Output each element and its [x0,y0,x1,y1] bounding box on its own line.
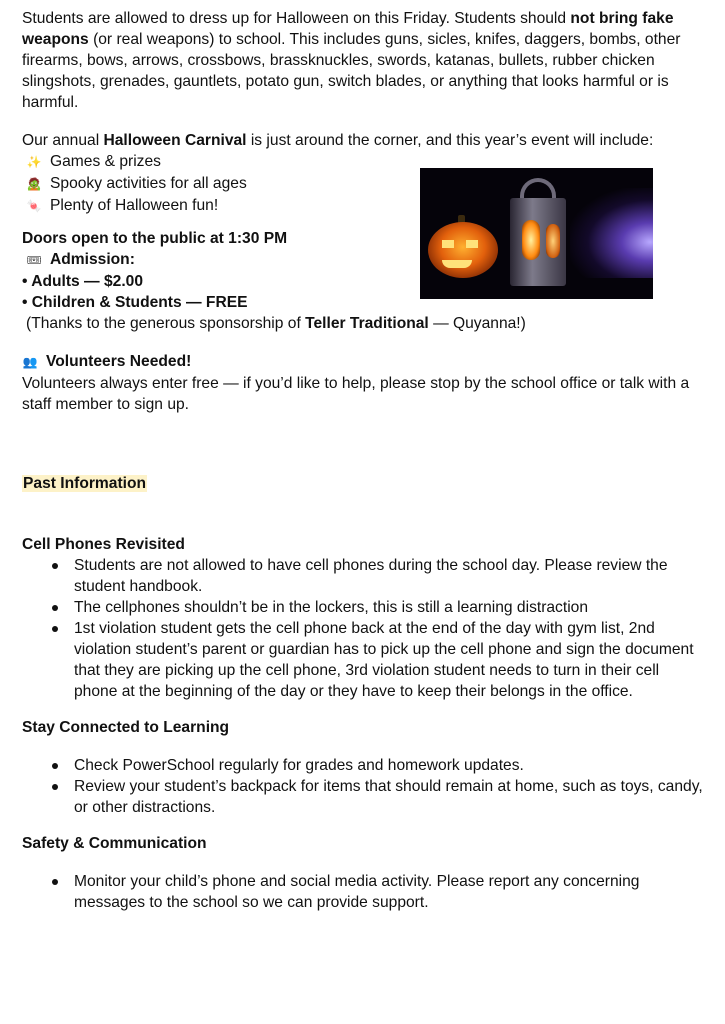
section-title-stay-connected: Stay Connected to Learning [22,719,230,736]
weapons-list-text: (or real weapons) to school. This includes guns, sicles, knifes, daggers, bombs, other firearms, bows, arrows, crossbows, brassknuckles, swords, katanas, bullets, rubber chicken slingshots, grenades, gauntlets, potato gun, switch blades, or anything that looks harmful or is harmful. [22,31,681,111]
lantern-light [522,220,540,260]
children-price: • Children & Students — FREE [22,294,248,311]
sparkles-icon: ✨ [26,155,42,169]
lantern-handle [520,178,556,200]
carnival-item: 🍬 Plenty of Halloween fun! [22,195,703,217]
list-item: Check PowerSchool regularly for grades and homework updates. [22,755,703,776]
past-information-heading [22,473,703,494]
doors-open-time: Doors open to the public at 1:30 PM [22,230,288,247]
lantern-light [546,224,560,258]
cell-phones-list [22,555,703,702]
pumpkin-eye [442,240,454,248]
carnival-name: Halloween Carnival [103,132,247,149]
zombie-icon: 🧟 [26,177,42,191]
adult-price: • Adults — $2.00 [22,273,144,290]
dress-up-text: Students are allowed to dress up for Halloween on this Friday. Students should [22,10,571,27]
list-item: Students are not allowed to have cell phones during the school day. Please review the student handbook. [22,555,703,597]
carnival-intro: Our annual Halloween Carnival is just around the corner, and this year’s event will include: [22,132,654,149]
jack-o-lantern [428,222,498,278]
no-weapons-emphasis: not bring fake weapons [22,10,674,48]
section-title-cell-phones: Cell Phones Revisited [22,536,185,553]
pumpkin-eye [466,240,478,248]
sponsor-name: Teller Traditional [305,315,429,332]
stay-connected-list [22,755,703,818]
purple-light-glow [570,188,653,278]
carnival-item: ✨ Games & prizes [22,151,703,173]
list-item: 1st violation student gets the cell phone back at the end of the day with gym list, 2nd violation student’s parent or guardian has to pick up the cell phone and sign the document that they are picking up the cell phone, 3rd violation student needs to turn in their cell phone at the beginning of the day or they have to keep their belongs in the office. [22,618,703,702]
safety-list [22,871,703,913]
carnival-item: 🧟 Spooky activities for all ages [22,173,703,195]
past-information-label: Past Information [23,475,147,492]
volunteers-heading: 👥 Volunteers Needed! [22,351,703,373]
section-title-safety: Safety & Communication [22,835,207,852]
list-item: The cellphones shouldn’t be in the lockers, this is still a learning distraction [22,597,703,618]
sponsorship-note: (Thanks to the generous sponsorship of Teller Traditional — Quyanna!) [26,315,526,332]
halloween-lantern-photo [420,168,653,299]
pumpkin-mouth [442,260,472,268]
admission-heading: 🎟 Admission: [22,249,703,271]
list-item: Review your student’s backpack for items that should remain at home, such as toys, candy, or other distractions. [22,776,703,818]
ticket-icon: 🎟 [26,253,42,267]
people-icon: 👥 [22,355,38,369]
volunteers-text: Volunteers always enter free — if you’d like to help, please stop by the school office or talk with a staff member to sign up. [22,375,690,413]
list-item: Monitor your child’s phone and social media activity. Please report any concerning messages to the school so we can provide support. [22,871,703,913]
dress-up-paragraph [22,8,703,113]
candy-icon: 🍬 [26,199,42,213]
